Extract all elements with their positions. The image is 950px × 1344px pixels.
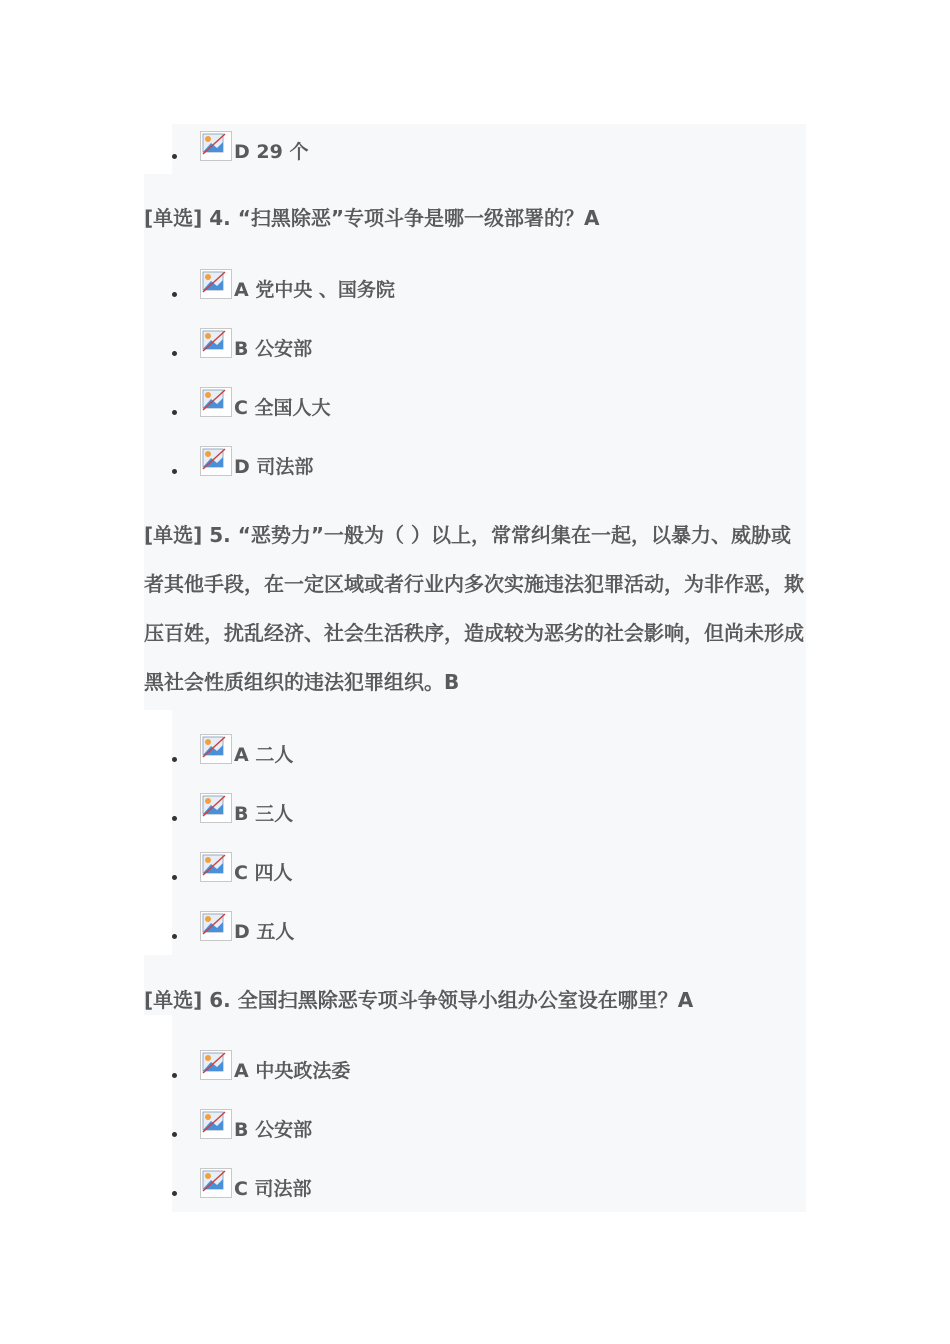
option-label: D 司法部: [234, 456, 314, 478]
question-text: [单选] 5. “恶势力”一般为（ ）以上，常常纠集在一起，以暴力、威胁或者其他手段，在一定区域或者行业内多次实施违法犯罪活动，为非作恶，欺压百姓，扰乱经济、社会生活秩序，造成较为恶劣的社会影响，但尚未形成黑社会性质组织的违法犯罪组织。B: [144, 523, 804, 694]
option-label: B 公安部: [234, 1119, 313, 1141]
option-item[interactable]: [172, 707, 806, 766]
bullet: [172, 816, 177, 821]
option-label: A 党中央 、国务院: [234, 279, 395, 301]
option-label: A 中央政法委: [234, 1060, 351, 1082]
option-item[interactable]: [172, 766, 806, 825]
option-list: [172, 707, 806, 943]
broken-image-icon: [200, 911, 232, 941]
option-label: A 二人: [234, 744, 294, 766]
option-list: [172, 1023, 806, 1200]
option-item[interactable]: [172, 1023, 806, 1082]
broken-image-icon: [200, 1050, 232, 1080]
question-text: [单选] 4. “扫黑除恶”专项斗争是哪一级部署的？A: [144, 206, 600, 230]
broken-image-icon: [200, 793, 232, 823]
broken-image-icon: [200, 131, 232, 161]
option-item[interactable]: [172, 1141, 806, 1200]
bullet: [172, 1191, 177, 1196]
broken-image-icon: [200, 734, 232, 764]
option-label: C 四人: [234, 862, 293, 884]
bullet: [172, 934, 177, 939]
option-label: B 公安部: [234, 338, 313, 360]
broken-image-icon: [200, 1168, 232, 1198]
option-item[interactable]: [172, 825, 806, 884]
bullet: [172, 154, 177, 159]
option-item[interactable]: [172, 1082, 806, 1141]
option-label: C 全国人大: [234, 397, 331, 419]
option-label: B 三人: [234, 803, 294, 825]
option-item[interactable]: [172, 360, 806, 419]
option-list: [172, 242, 806, 478]
broken-image-icon: [200, 1109, 232, 1139]
bullet: [172, 292, 177, 297]
option-label: D 29 个: [234, 141, 309, 163]
bullet: [172, 1132, 177, 1137]
option-item[interactable]: [172, 884, 806, 943]
option-label: C 司法部: [234, 1178, 312, 1200]
broken-image-icon: [200, 852, 232, 882]
bullet: [172, 351, 177, 356]
option-label: D 五人: [234, 921, 295, 943]
bullet: [172, 757, 177, 762]
broken-image-icon: [200, 269, 232, 299]
bullet: [172, 469, 177, 474]
option-item[interactable]: [172, 104, 806, 163]
option-item[interactable]: [172, 242, 806, 301]
bullet: [172, 875, 177, 880]
option-item[interactable]: [172, 419, 806, 478]
option-list: [172, 104, 806, 163]
broken-image-icon: [200, 446, 232, 476]
broken-image-icon: [200, 387, 232, 417]
option-item[interactable]: [172, 301, 806, 360]
question-text: [单选] 6. 全国扫黑除恶专项斗争领导小组办公室设在哪里？A: [144, 988, 694, 1012]
broken-image-icon: [200, 328, 232, 358]
bullet: [172, 410, 177, 415]
bullet: [172, 1073, 177, 1078]
